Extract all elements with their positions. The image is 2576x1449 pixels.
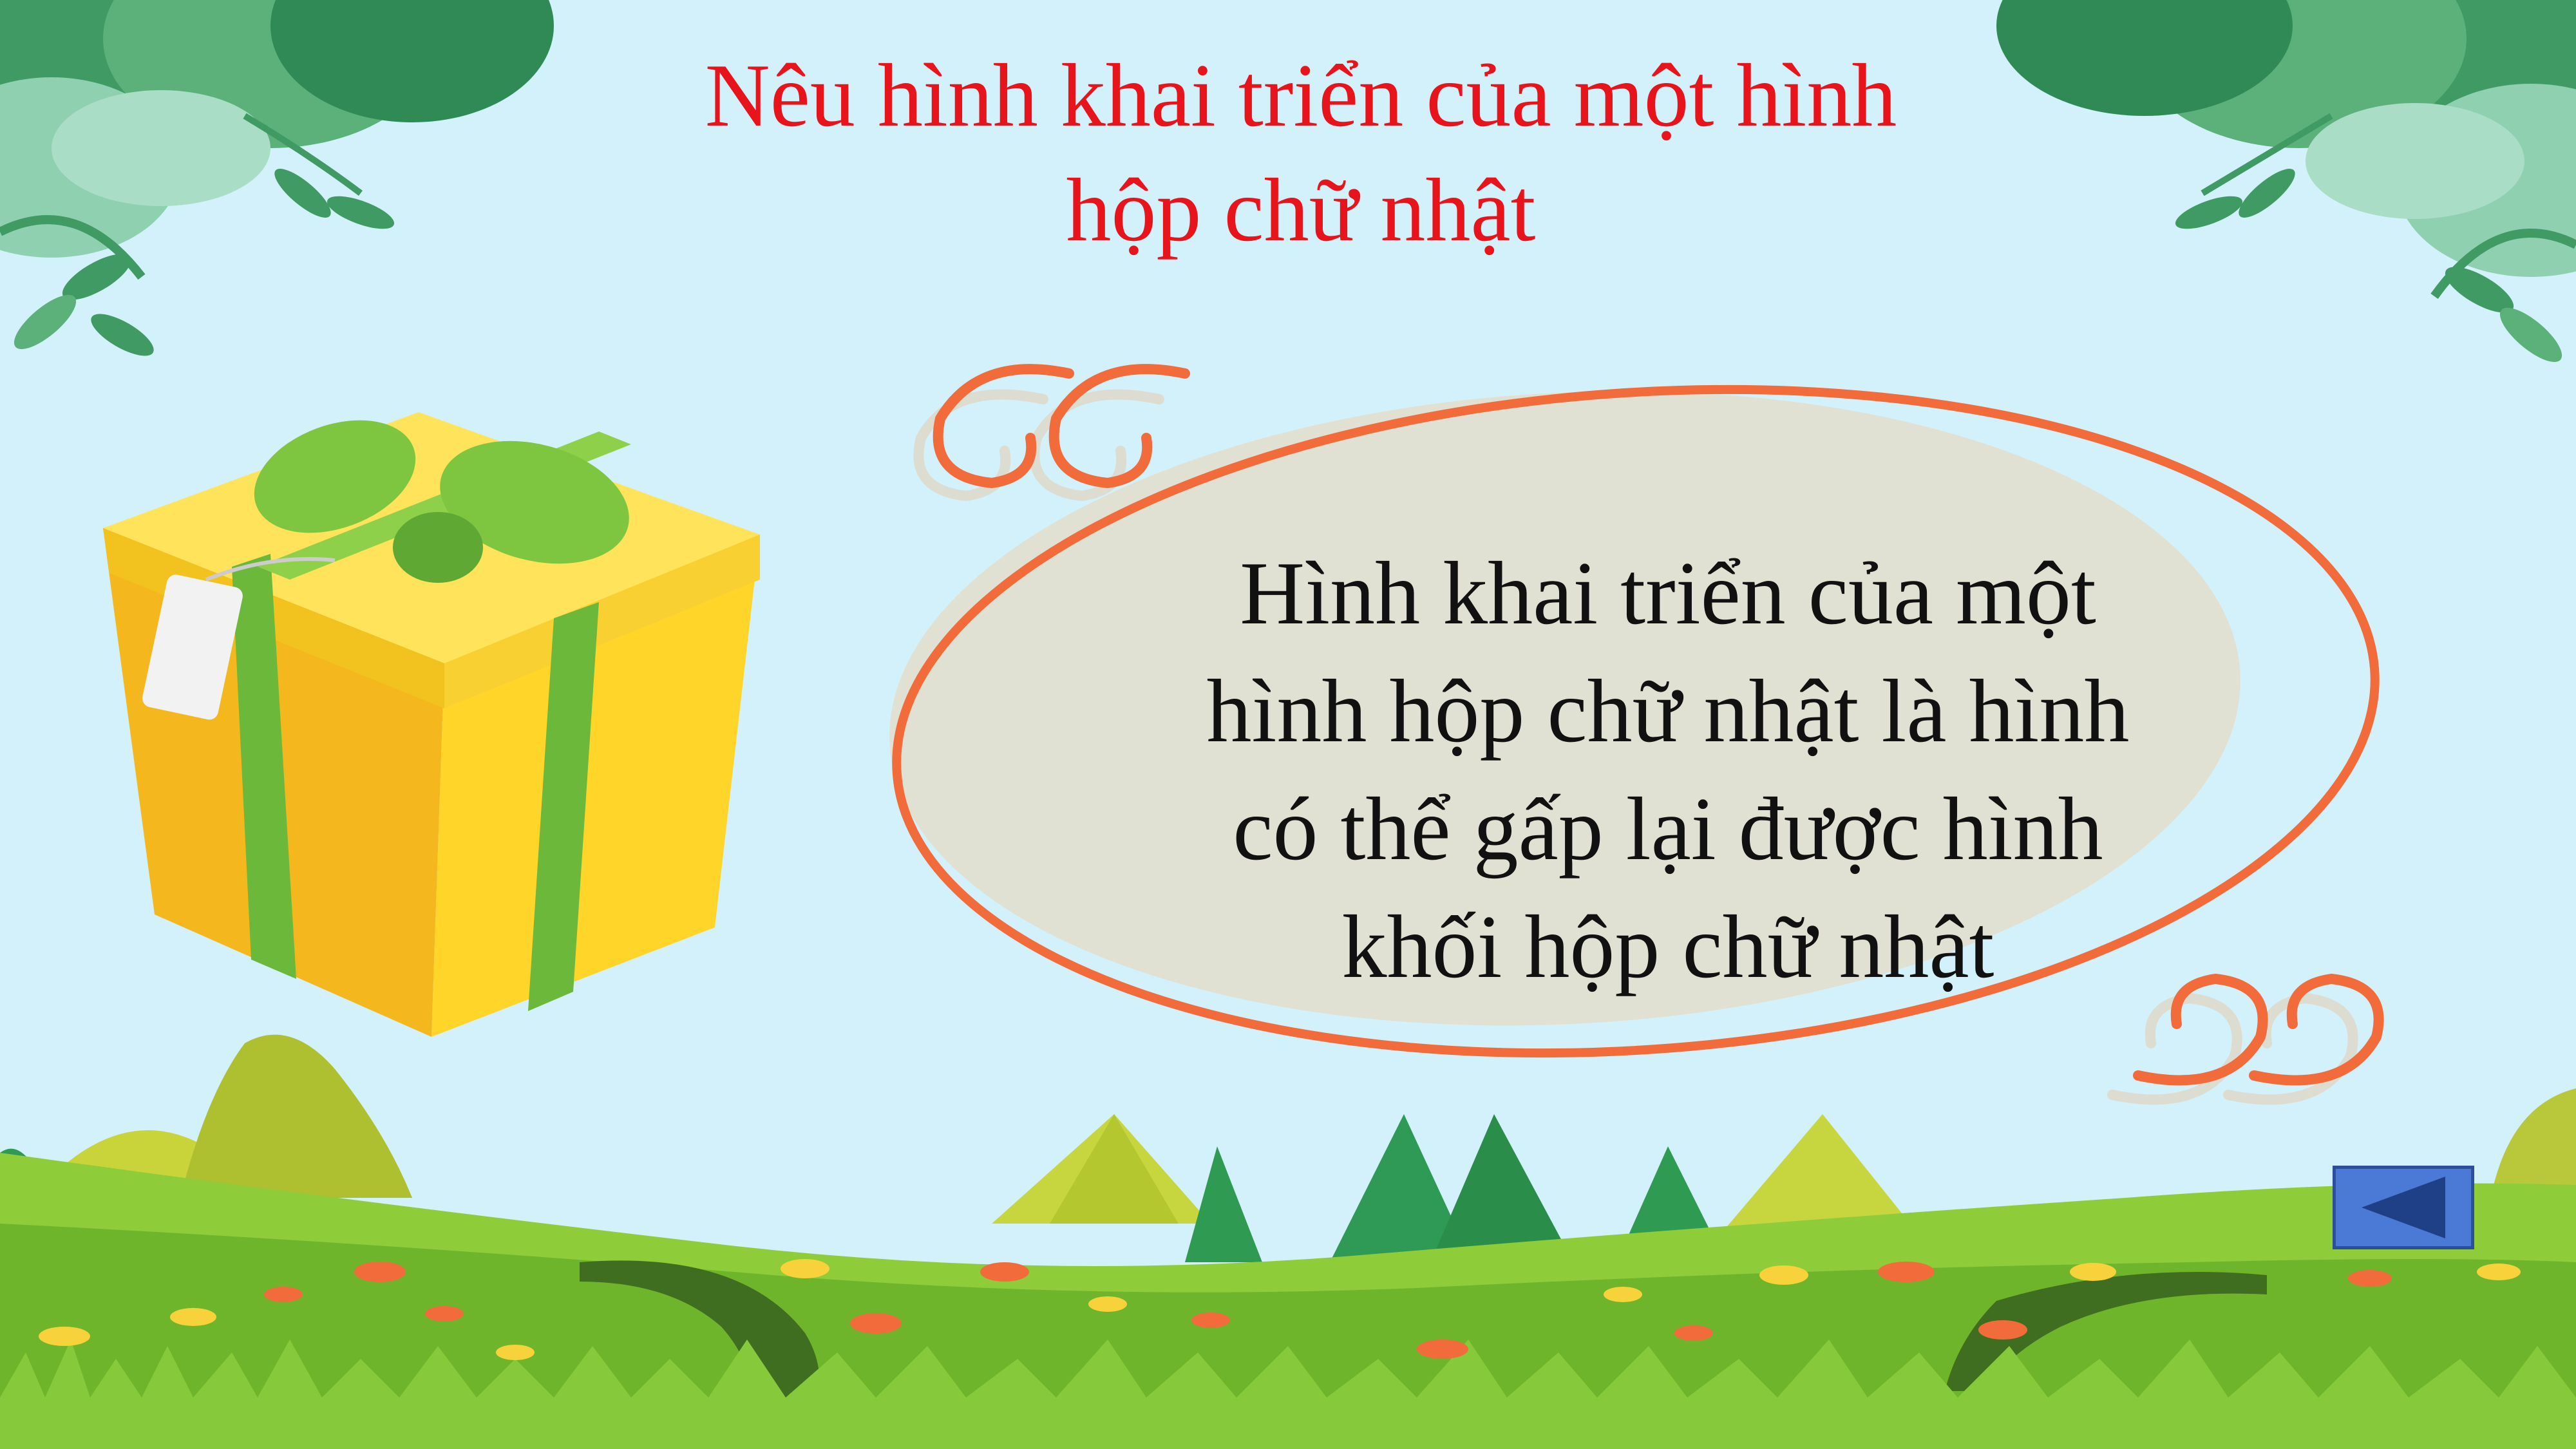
title-line-1: Nêu hình khai triển của một hình [705,46,1897,146]
page-title [489,39,2112,268]
answer-line-2: hình hộp chữ nhật là hình [1206,661,2130,761]
back-button[interactable] [2333,1166,2474,1249]
title-line-2: hộp chữ nhật [1066,160,1536,260]
answer-line-3: có thể gấp lại được hình [1233,779,2103,879]
answer-line-4: khối hộp chữ nhật [1341,897,1994,997]
answer-line-1: Hình khai triển của một [1240,544,2096,643]
back-arrow-icon [2336,1169,2471,1246]
answer-text [1056,535,2280,1006]
